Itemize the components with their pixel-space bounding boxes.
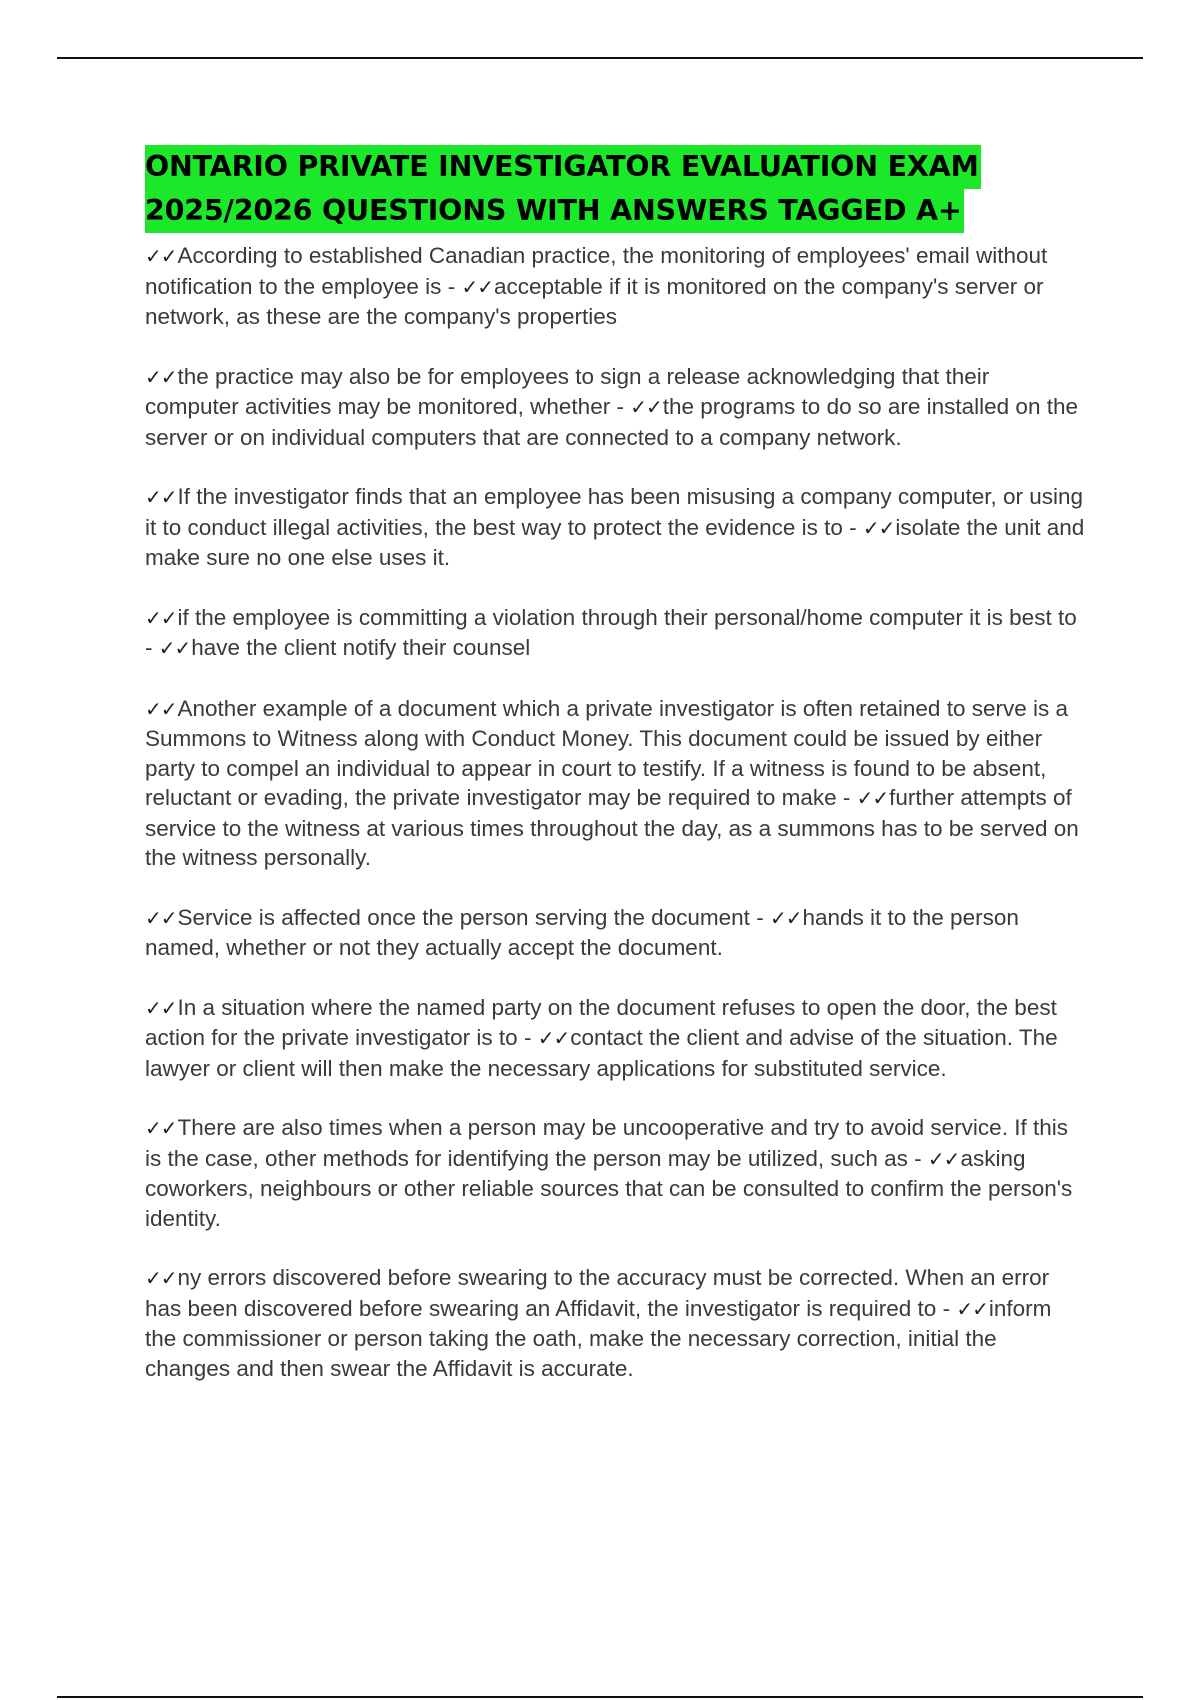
answer-text: asking coworkers, neighbours or other reliable sources that can be consulted to confirm the person's identity. [145,1145,1073,1231]
top-rule [57,57,1143,59]
check-mark-icon: ✓✓ [145,696,177,721]
separator: - [936,1295,957,1321]
check-mark-icon: ✓✓ [145,1116,177,1140]
qa-item-1 [145,241,1085,332]
qa-item-4 [145,603,1085,664]
qa-item-3 [145,482,1085,573]
answer-text: hands it to the person named, whether or not they actually accept the document. [145,904,1019,960]
question-text: if the employee is committing a violation through their personal/home computer it is best to [177,604,1077,630]
check-mark-icon: ✓✓ [145,1266,177,1290]
question-text: If the investigator finds that an employee has been misusing a company computer, or using it to conduct illegal activities, the best way to protect the evidence is to [145,484,1084,540]
separator: - [749,904,770,930]
check-mark-icon: ✓✓ [145,244,177,268]
separator: - [145,635,159,660]
separator: - [842,514,863,540]
answer-text: inform the commissioner or person taking the oath, make the necessary correction, initial the changes and then swear the Affidavit is accurate. [145,1295,1052,1381]
question-text: Another example of a document which a private investigator is often retained to serve is a Summons to Witness along with Conduct Money. This document could be issued by either party to compel an individual to appear in court to testify. If a witness is found to be absent, reluctant or evading, the private investigator may be required to make [145,695,1069,810]
title-line-1: ONTARIO PRIVATE INVESTIGATOR EVALUATION EXAM [145,145,981,189]
document-body [145,145,1085,1413]
check-mark-icon: ✓✓ [856,786,889,810]
check-mark-icon: ✓✓ [145,605,177,630]
question-text: Service is affected once the person serving the document [177,904,750,930]
qa-item-8 [145,1113,1085,1233]
question-text: According to established Canadian practice, the monitoring of employees' email without notification to the employee is [145,243,1048,299]
separator: - [517,1025,538,1050]
question-text: There are also times when a person may be uncooperative and try to avoid service. If this is the case, other methods for identifying the person may be utilized, such as [145,1115,1068,1171]
bottom-rule [57,1696,1143,1698]
answer-text: contact the client and advise of the situation. The lawyer or client will then make the necessary applications for substituted service. [145,1025,1058,1081]
check-mark-icon: ✓✓ [956,1296,988,1321]
qa-item-5 [145,694,1085,873]
answer-text: have the client notify their counsel [191,635,531,660]
separator: - [441,273,462,299]
answer-text: acceptable if it is monitored on the company's server or network, as these are the company's properties [145,273,1044,329]
separator: - [836,785,857,810]
separator: - [610,394,631,419]
question-text: the practice may also be for employees to sign a release acknowledging that their computer activities may be monitored, whether [145,363,990,419]
check-mark-icon: ✓✓ [461,274,493,299]
answer-text: the programs to do so are installed on the server or on individual computers that are connected to a company network. [145,394,1078,450]
qa-item-9 [145,1263,1085,1383]
qa-item-2 [145,362,1085,453]
qa-item-6 [145,903,1085,963]
title-line-2: 2025/2026 QUESTIONS WITH ANSWERS TAGGED A+ [145,189,964,233]
check-mark-icon: ✓✓ [927,1146,960,1171]
check-mark-icon: ✓✓ [145,485,177,509]
check-mark-icon: ✓✓ [145,995,177,1020]
question-text: In a situation where the named party on the document refuses to open the door, the best action for the private investigator is to [145,994,1057,1050]
document-title [145,145,1085,233]
question-text: ny errors discovered before swearing to the accuracy must be corrected. When an error has been discovered before swearing an Affidavit, the investigator is required to [145,1265,1050,1321]
check-mark-icon: ✓✓ [145,364,177,389]
check-mark-icon: ✓✓ [769,905,802,930]
check-mark-icon: ✓✓ [862,515,895,540]
check-mark-icon: ✓✓ [537,1026,570,1050]
check-mark-icon: ✓✓ [145,905,177,930]
check-mark-icon: ✓✓ [630,395,662,419]
check-mark-icon: ✓✓ [158,636,191,660]
answer-text: further attempts of service to the witness at various times throughout the day, as a summons has to be served on the witness personally. [145,785,1079,870]
qa-item-7 [145,993,1085,1084]
answer-text: isolate the unit and make sure no one else uses it. [145,514,1085,570]
separator: - [907,1145,928,1171]
